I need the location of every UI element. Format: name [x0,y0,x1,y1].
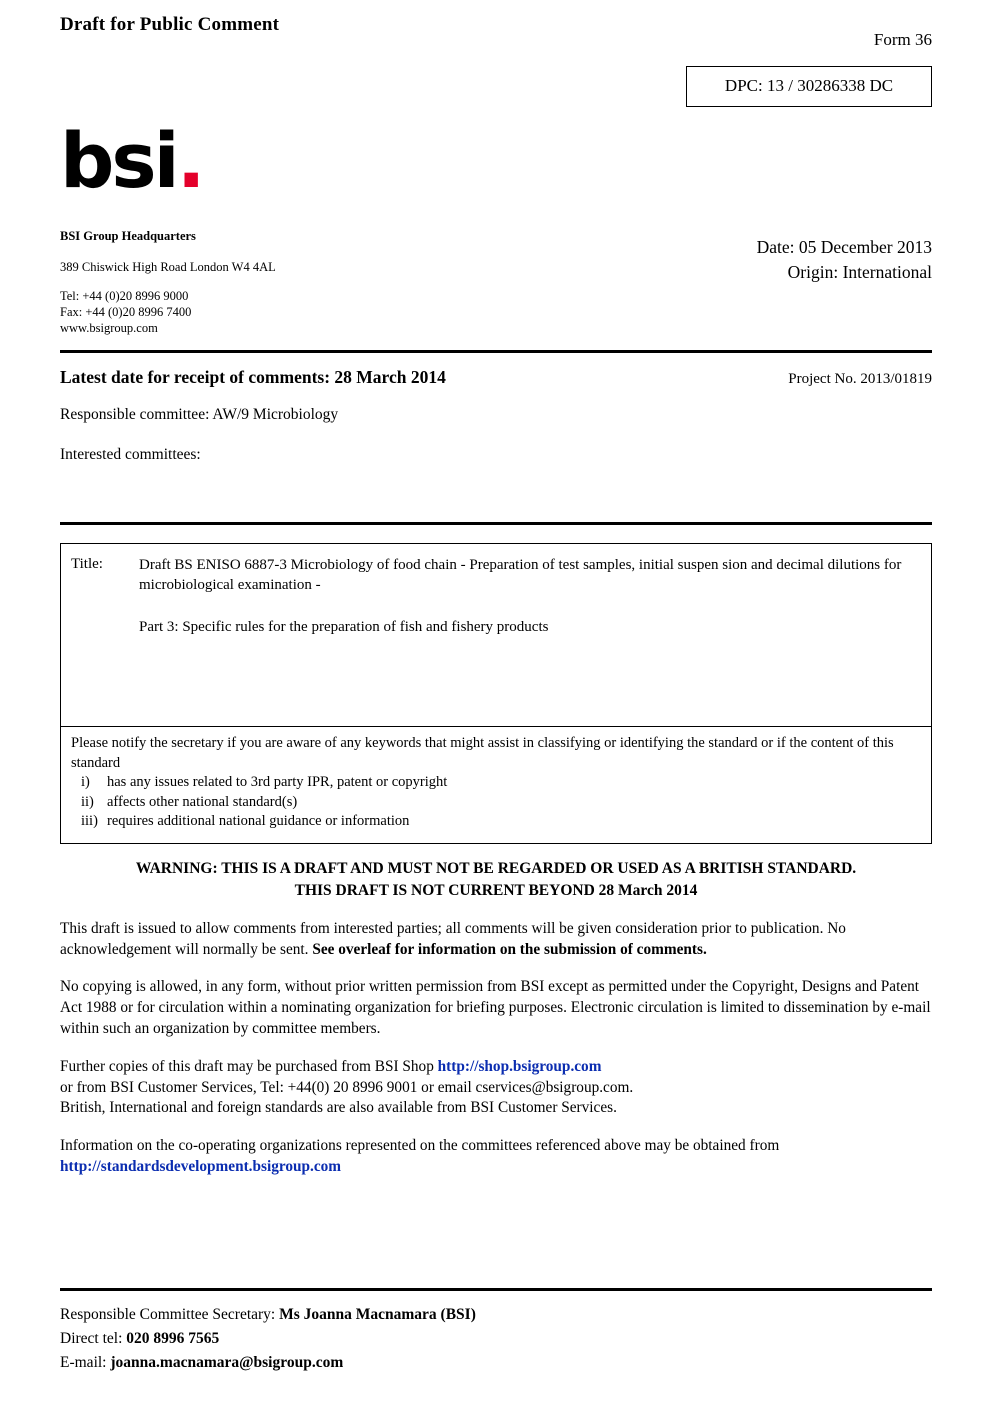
logo-address-block [60,115,932,336]
paragraph-issue-text: This draft is issued to allow comments from interested parties; all comments will be given consideration prior to publication. No acknowledgement will normally be sent. [60,919,846,958]
address-web[interactable]: www.bsigroup.com [60,320,158,335]
title-part-text: Part 3: Specific rules for the preparation of fish and fishery products [139,618,549,635]
footer-secretary [60,1303,932,1327]
warning-line-2: THIS DRAFT IS NOT CURRENT BEYOND 28 March 2014 [294,882,698,900]
footer-secretary-label: Responsible Committee Secretary: [60,1305,280,1323]
title-label: Title: [71,556,103,573]
list-item [71,793,921,812]
warning-block [60,858,932,901]
paragraph-copies-text: Further copies of this draft may be purchased from BSI Shop [60,1057,438,1075]
address-fax: Fax: +44 (0)20 8996 7400 [60,305,192,320]
paragraph-cooperating [60,1136,932,1178]
footer-email [60,1351,932,1375]
divider-top [60,350,932,353]
interested-committees: Interested committees: [60,446,201,464]
paragraph-copyright: No copying is allowed, in any form, without prior written permission from BSI except as permitted under the Copyright, Designs and Patent Act 1988 or for circulation within a nominating organization for briefing purposes. Electronic circulation is limited to dissemination by e-mail within such an organization by committee members. [60,978,931,1037]
title-main-text: Draft BS ENISO 6887-3 Microbiology of food chain - Preparation of test samples, initial suspen sion and decimal dilutions for microbiological examination - [139,557,902,594]
warning-line-1: WARNING: THIS IS A DRAFT AND MUST NOT BE REGARDED OR USED AS A BRITISH STANDARD. [135,860,857,878]
list-item [71,812,921,831]
address-tel: Tel: +44 (0)20 8996 9000 [60,289,189,304]
address-contact [60,289,490,336]
bsi-logo-text: bsi [60,116,177,205]
footer-tel [60,1327,932,1351]
title-box [60,543,932,844]
notify-item-num: i) [81,774,90,791]
address-street: 389 Chiswick High Road London W4 4AL [60,260,276,275]
logo-column [60,115,490,336]
shop-link[interactable]: http://shop.bsigroup.com [437,1057,602,1075]
paragraph-copies [60,1057,932,1119]
divider-footer [60,1288,932,1291]
meta-column [757,115,932,286]
footer [60,1288,932,1375]
footer-tel-label: Direct tel: [60,1329,127,1347]
notify-intro: Please notify the secretary if you are aware of any keywords that might assist in classifying or identifying the standard or if the content of this standard [71,735,894,771]
footer-email-value[interactable]: joanna.macnamara@bsigroup.com [110,1353,344,1371]
paragraph-cooperating-text: Information on the co-operating organizations represented on the committees referenced above may be obtained from [60,1137,780,1155]
form-number: Form 36 [873,30,932,49]
title-box-main [61,544,931,726]
standards-development-link[interactable]: http://standardsdevelopment.bsigroup.com [60,1157,342,1175]
latest-comment-date: Latest date for receipt of comments: 28 March 2014 [60,367,446,388]
title-text-wrap [139,556,921,716]
list-item [71,773,921,792]
divider-middle [60,522,932,525]
address-block [60,227,490,336]
project-number: Project No. 2013/01819 [788,371,932,388]
address-hq: BSI Group Headquarters [60,229,196,244]
dpc-row [60,66,932,107]
bsi-logo-dot: . [176,116,203,205]
comments-row [60,367,932,388]
paragraph-issue-bold: See overleaf for information on the submission of comments. [312,940,707,958]
document-origin: Origin: International [787,262,932,283]
notify-item-num: iii) [81,813,98,829]
bsi-logo [60,116,490,205]
footer-email-label: E-mail: [60,1353,111,1371]
footer-secretary-name: Ms Joanna Macnamara (BSI) [279,1305,476,1323]
responsible-committee: Responsible committee: AW/9 Microbiology [60,406,339,424]
notify-box [61,726,931,843]
spacer [60,464,932,508]
paragraph-copies-line2: or from BSI Customer Services, Tel: +44(0) 20 8996 9001 or email cservices@bsigroup.com. [60,1078,634,1096]
notify-item-num: ii) [81,793,94,810]
notify-item-text: affects other national standard(s) [107,793,298,810]
footer-tel-value: 020 8996 7565 [126,1329,220,1347]
paragraph-issue [60,919,932,961]
dpc-box: DPC: 13 / 30286338 DC [686,66,932,107]
page-title: Draft for Public Comment [60,14,280,35]
document-date: Date: 05 December 2013 [756,237,932,257]
paragraph-copies-line3: British, International and foreign standards are also available from BSI Customer Services. [60,1099,617,1117]
notify-item-text: requires additional national guidance or information [107,813,410,829]
notify-list [71,773,921,831]
notify-item-text: has any issues related to 3rd party IPR, patent or copyright [107,774,448,791]
header-row [60,0,932,50]
